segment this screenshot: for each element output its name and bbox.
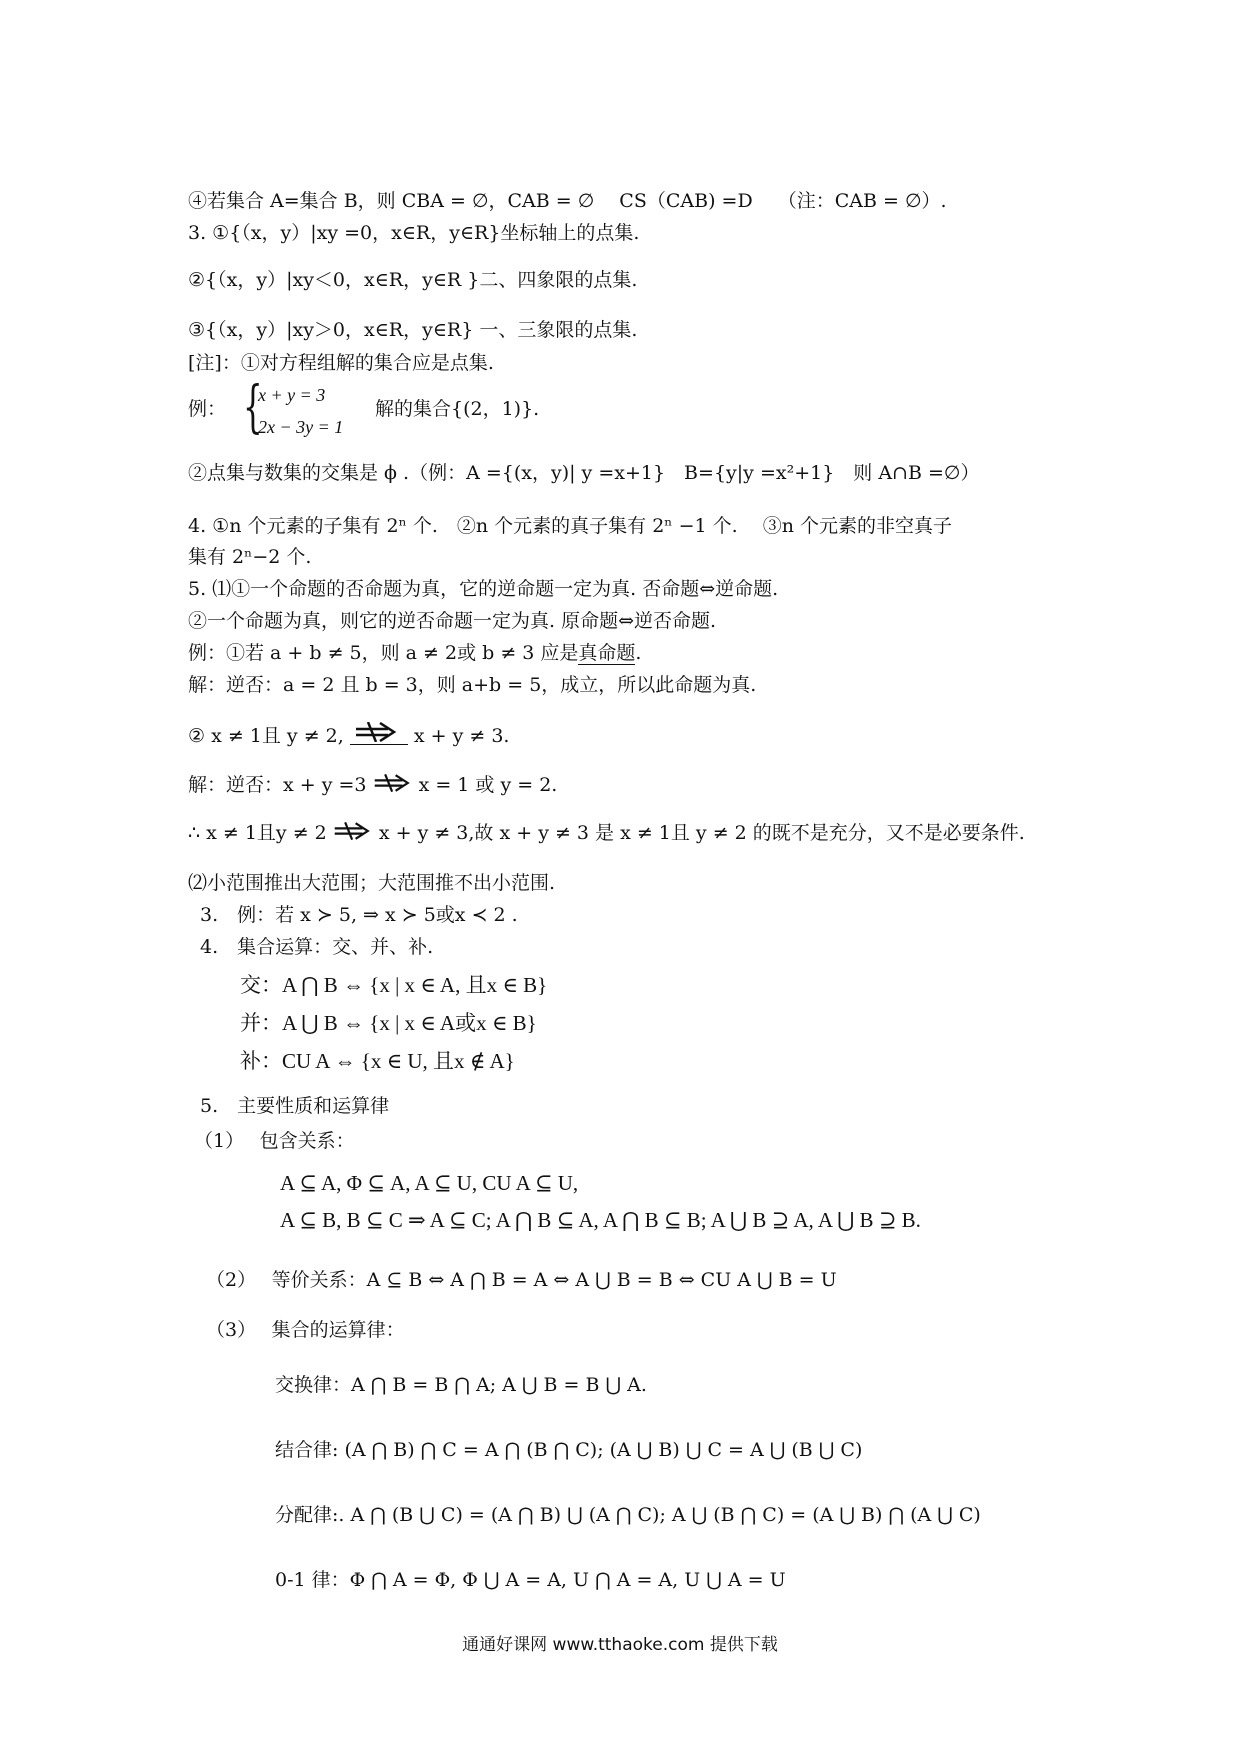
line-set-operations: 4. 集合运算：交、并、补.	[200, 936, 434, 958]
premise-text: ② x ≠ 1且 y ≠ 2,	[188, 725, 344, 747]
therefore-conclusion: x + y ≠ 3,故 x + y ≠ 3 是 x ≠ 1且 y ≠ 2 的既不是充分，又不是必要条件.	[378, 822, 1025, 844]
line-union-def: 并：A ⋃ B ⇔ {x | x ∈ A或x ∈ B}	[240, 1011, 537, 1035]
line-distributive-law: 分配律:. A ⋂ (B ⋃ C) = (A ⋂ B) ⋃ (A ⋂ C); A ⋃ (B ⋂ C) = (A ⋃ B) ⋂ (A ⋃ C)	[275, 1504, 981, 1526]
example-label: 例：	[188, 398, 227, 420]
line-negation-converse: 5. ⑴①一个命题的否命题为真，它的逆命题一定为真. 否命题⇔逆命题.	[188, 578, 779, 600]
line-complement-def: 补：CU A ⇔ {x ∈ U, 且x ∉ A}	[240, 1049, 515, 1073]
solution-conclusion: x = 1 或 y = 2.	[418, 774, 558, 796]
line-properties-heading: 5. 主要性质和运算律	[200, 1095, 390, 1117]
line-note-point-set: [注]：①对方程组解的集合应是点集.	[188, 352, 494, 374]
line-small-large-range: ⑵小范围推出大范围；大范围推不出小范围.	[188, 872, 556, 894]
solution-premise: 解：逆否：x + y =3	[188, 774, 367, 796]
line-associative-law: 结合律: (A ⋂ B) ⋂ C = A ⋂ (B ⋂ C); (A ⋃ B) ⋃ C = A ⋃ (B ⋃ C)	[275, 1439, 863, 1461]
line-zero-one-law: 0-1 律：Φ ⋂ A = Φ, Φ ⋃ A = A, U ⋂ A = A, U ⋃ A = U	[275, 1569, 786, 1591]
line-subset-count-cont: 集有 2ⁿ−2 个.	[188, 546, 312, 568]
line-quadrant-2-4: ②{（x，y）|xy＜0，x∈R，y∈R }二、四象限的点集.	[188, 269, 638, 291]
system-equation-2: 2x − 3y = 1	[258, 417, 344, 437]
underlined-true-proposition: 真命题	[578, 642, 636, 664]
therefore-premise: ∴ x ≠ 1且y ≠ 2	[188, 822, 327, 844]
line-example-range: 3. 例：若 x ≻ 5, ⇒ x ≻ 5或x ≺ 2 .	[200, 904, 518, 926]
line-therefore-neither	[188, 820, 1025, 846]
line-example-not-imply	[188, 722, 509, 749]
system-equation-1: x + y = 3	[258, 385, 326, 405]
line-point-number-intersection: ②点集与数集的交集是 ϕ .（例：A ={(x，y)| y =x+1} B={y|y =x²+1} 则 A∩B =∅）	[188, 462, 980, 484]
line-contrapositive: ②一个命题为真，则它的逆否命题一定为真. 原命题⇔逆否命题.	[188, 610, 717, 632]
line-solution-not-imply	[188, 772, 557, 798]
line-axis-point-set: 3. ①{（x，y）|xy =0，x∈R，y∈R}坐标轴上的点集.	[188, 222, 640, 244]
not-implies-icon	[333, 821, 373, 841]
period: .	[635, 642, 642, 664]
equation-system-example	[188, 375, 588, 444]
line-laws-heading: （3） 集合的运算律：	[206, 1319, 405, 1341]
line-quadrant-1-3: ③{（x，y）|xy＞0，x∈R，y∈R} 一、三象限的点集.	[188, 319, 638, 341]
line-equivalence: （2） 等价关系：A ⊆ B ⇔ A ⋂ B = A ⇔ A ⋃ B = B ⇔ CU A ⋃ B = U	[206, 1269, 837, 1291]
example-text: 例：①若 a + b ≠ 5，则 a ≠ 2或 b ≠ 3 应是	[188, 642, 579, 664]
line-inclusion-heading: （1） 包含关系：	[194, 1130, 355, 1152]
line-inclusion-2: A ⊆ B, B ⊆ C ⇒ A ⊆ C; A ⋂ B ⊆ A, A ⋂ B ⊆ B; A ⋃ B ⊇ A, A ⋃ B ⊇ B.	[280, 1208, 921, 1232]
line-complement-empty: ④若集合 A=集合 B，则 CBA = ∅，CAB = ∅ CS（CAB) =D （注：CAB = ∅）.	[188, 190, 947, 212]
not-implies-icon	[350, 722, 408, 745]
line-solution-contrapositive: 解：逆否：a = 2 且 b = 3，则 a+b = 5，成立，所以此命题为真.	[188, 674, 757, 696]
system-brace: {	[243, 375, 263, 440]
system-solution: 解的集合{(2，1)}.	[375, 398, 540, 420]
line-commutative-law: 交换律：A ⋂ B = B ⋂ A; A ⋃ B = B ⋃ A.	[275, 1374, 647, 1396]
line-example-true-proposition	[188, 640, 641, 666]
page-footer: 通通好课网 www.tthaoke.com 提供下载	[462, 1635, 778, 1655]
conclusion-text: x + y ≠ 3.	[413, 725, 510, 747]
line-intersection-def: 交：A ⋂ B ⇔ {x | x ∈ A, 且x ∈ B}	[240, 973, 548, 997]
not-implies-icon	[373, 773, 413, 793]
line-subset-count: 4. ①n 个元素的子集有 2ⁿ 个. ②n 个元素的真子集有 2ⁿ −1 个. ③n 个元素的非空真子	[188, 515, 952, 537]
line-inclusion-1: A ⊆ A, Φ ⊆ A, A ⊆ U, CU A ⊆ U,	[280, 1171, 579, 1195]
